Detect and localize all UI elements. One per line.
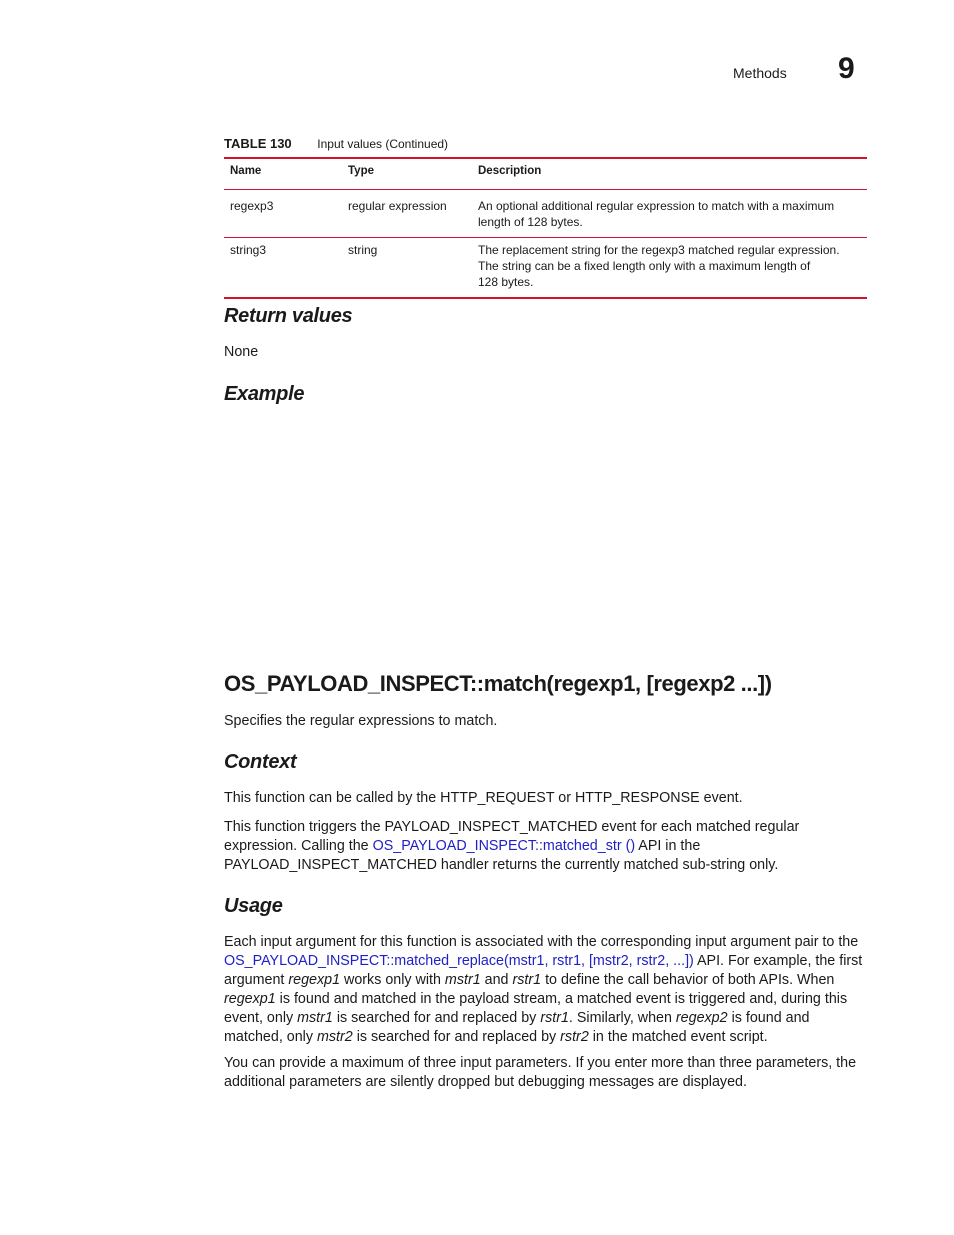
table-number: TABLE 130 (224, 136, 292, 151)
return-values-text: None (224, 344, 259, 360)
method-summary: Specifies the regular expressions to match. (224, 713, 498, 729)
text-run: is searched for and replaced by (352, 1029, 561, 1045)
example-heading: Example (224, 383, 305, 405)
usage-paragraph-2: You can provide a maximum of three input parameters. If you enter more than three parameters, the additional parameters are silently dropped but debugging messages are displayed. (224, 1055, 857, 1090)
column-header-description: Description (478, 165, 542, 177)
param-name: regexp1 (288, 972, 341, 988)
description-line: length of 128 bytes. (478, 215, 583, 229)
cell-name: string3 (230, 243, 267, 257)
method-title: OS_PAYLOAD_INSPECT::match(regexp1, [regexp2 ...]) (224, 671, 772, 696)
cell-description (472, 238, 867, 299)
cell-name: regexp3 (230, 199, 274, 213)
usage-paragraph-1 (224, 933, 869, 1047)
param-name: rstr1 (512, 972, 542, 988)
text-run: This function triggers the PAYLOAD_INSPECT_MATCHED event for each matched regular expression. Calling the (224, 819, 800, 854)
input-values-table (224, 157, 867, 299)
text-run: and (480, 972, 513, 988)
header-chapter-number: 9 (838, 52, 855, 85)
text-run: is found and matched, only (224, 1010, 810, 1045)
usage-heading: Usage (224, 895, 283, 917)
matched-replace-link[interactable]: OS_PAYLOAD_INSPECT::matched_replace(mstr1, rstr1, [mstr2, rstr2, ...]) (224, 953, 694, 969)
param-name: regexp2 (675, 1010, 728, 1026)
cell-type: string (348, 243, 378, 257)
context-paragraph-2 (224, 818, 869, 875)
text-run: in the matched event script. (588, 1029, 768, 1045)
text-run: API in the PAYLOAD_INSPECT_MATCHED handler returns the currently matched sub-string only. (224, 838, 779, 873)
text-run: to define the call behavior of both APIs. When (541, 972, 835, 988)
column-header-name: Name (230, 165, 262, 177)
context-paragraph-1: This function can be called by the HTTP_REQUEST or HTTP_RESPONSE event. (224, 790, 743, 806)
text-run: is searched for and replaced by (332, 1010, 541, 1026)
param-name: rstr2 (560, 1029, 589, 1045)
description-line: The string can be a fixed length only with a maximum length of (478, 259, 811, 273)
description-line: 128 bytes. (478, 275, 534, 289)
cell-type: regular expression (348, 199, 447, 213)
matched-str-link[interactable]: OS_PAYLOAD_INSPECT::matched_str () (372, 838, 636, 854)
table-row (224, 190, 867, 238)
text-run: works only with (340, 972, 445, 988)
text-run: API. For example, the first argument (224, 953, 863, 988)
param-name: regexp1 (224, 991, 276, 1007)
table-caption (224, 136, 448, 151)
param-name: mstr1 (444, 972, 481, 988)
column-header-type: Type (348, 165, 374, 177)
table-header-row (224, 158, 867, 190)
header-section-title: Methods (733, 65, 787, 81)
return-values-heading: Return values (224, 305, 353, 327)
param-name: mstr2 (316, 1029, 353, 1045)
param-name: mstr1 (297, 1010, 333, 1026)
context-heading: Context (224, 751, 297, 773)
table-title: Input values (Continued) (317, 137, 449, 151)
param-name: rstr1 (540, 1010, 569, 1026)
text-run: Each input argument for this function is associated with the corresponding input argument pair to the (224, 934, 859, 950)
description-line: An optional additional regular expression to match with a maximum (478, 199, 835, 213)
cell-description (472, 190, 867, 238)
text-run: is found and matched in the payload stream, a matched event is triggered and, during this event, only (224, 991, 848, 1026)
text-run: . Similarly, when (568, 1010, 676, 1026)
table-row (224, 238, 867, 299)
description-line: The replacement string for the regexp3 matched regular expression. (478, 243, 840, 257)
